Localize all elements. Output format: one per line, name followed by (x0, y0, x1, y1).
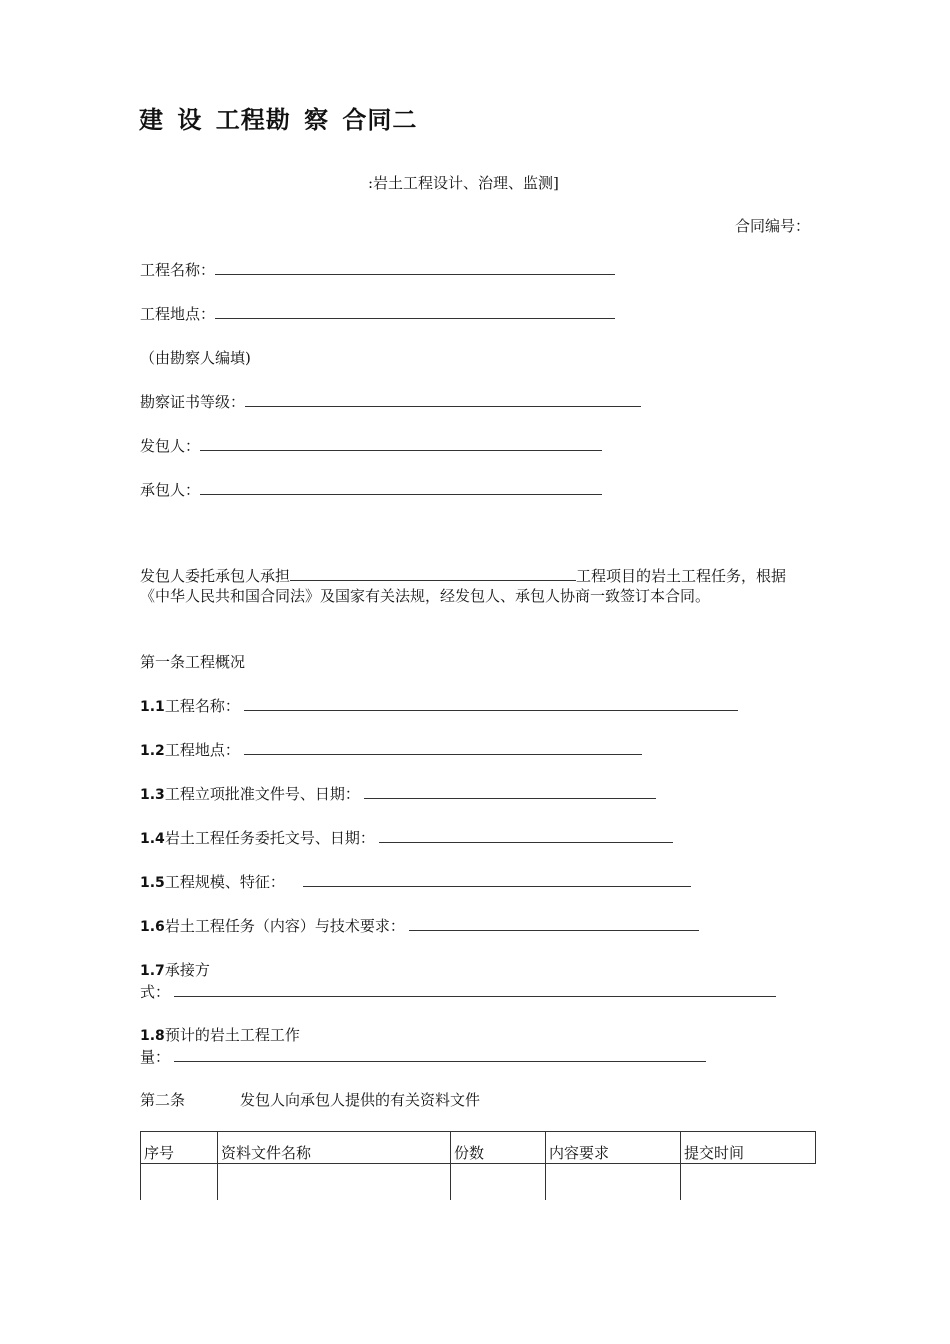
item-number: 1.3 (140, 787, 165, 803)
article1-heading: 第一条工程概况 (140, 653, 246, 671)
fill-blank[interactable] (379, 828, 673, 843)
intro-paragraph (140, 566, 800, 606)
fill-blank[interactable] (215, 304, 615, 319)
table-header-cell: 内容要求 (546, 1132, 681, 1164)
table-cell[interactable] (681, 1164, 816, 1201)
item-number: 1.8 (140, 1028, 165, 1044)
cover-field-project-name (140, 259, 615, 280)
fill-blank[interactable] (215, 260, 615, 275)
article-item-1-8 (140, 1024, 300, 1045)
documents-table (140, 1131, 816, 1200)
table-header-cell: 提交时间 (681, 1132, 816, 1164)
item-label-cont: 量： (140, 1048, 171, 1066)
fill-blank[interactable] (244, 696, 738, 711)
cover-field-note (140, 347, 251, 368)
fill-blank[interactable] (174, 1047, 706, 1062)
article-item-1-7 (140, 959, 210, 980)
cover-field-employer (140, 435, 602, 456)
cover-field-project-location (140, 303, 615, 324)
table-header-cell: 资料文件名称 (218, 1132, 451, 1164)
item-label: 承接方 (164, 961, 210, 979)
table-header-cell: 份数 (451, 1132, 546, 1164)
cover-field-contractor (140, 479, 602, 500)
article-item-1-4 (140, 827, 673, 848)
table-cell[interactable] (451, 1164, 546, 1201)
fill-blank[interactable] (290, 566, 576, 581)
table-cell[interactable] (141, 1164, 218, 1201)
item-number: 1.4 (140, 831, 165, 847)
article-item-1-8-cont (140, 1046, 706, 1067)
cover-field-certificate-grade (140, 391, 641, 412)
table-row (141, 1164, 816, 1201)
field-label: 勘察证书等级： (140, 393, 246, 411)
table-header-row (141, 1132, 816, 1164)
field-label: 工程地点： (140, 305, 216, 323)
article2-heading (140, 1089, 480, 1110)
article-item-1-3 (140, 783, 656, 804)
field-label: 承包人： (140, 481, 201, 499)
item-label: 工程立项批准文件号、日期： (164, 785, 360, 803)
fill-blank[interactable] (364, 784, 656, 799)
item-label: 预计的岩土工程工作 (164, 1026, 300, 1044)
article-item-1-1 (140, 695, 738, 716)
document-subtitle: :岩土工程设计、治理、监测] (368, 174, 559, 192)
article-item-1-7-cont (140, 981, 776, 1002)
item-label: 工程名称： (164, 697, 240, 715)
item-label: 岩土工程任务（内容）与技术要求： (164, 917, 405, 935)
item-number: 1.2 (140, 743, 165, 759)
article-item-1-2 (140, 739, 642, 760)
item-label: 岩土工程任务委托文号、日期： (164, 829, 375, 847)
item-label-cont: 式： (140, 983, 171, 1001)
fill-blank[interactable] (244, 740, 642, 755)
field-label: 工程名称： (140, 261, 216, 279)
intro-text-1: 发包人委托承包人承担 (140, 567, 291, 585)
article-item-1-5 (140, 871, 691, 892)
fill-blank[interactable] (174, 982, 776, 997)
table-cell[interactable] (218, 1164, 451, 1201)
item-number: 1.6 (140, 919, 165, 935)
item-label: 工程地点： (164, 741, 240, 759)
fill-blank[interactable] (200, 436, 602, 451)
item-label: 工程规模、特征： (164, 873, 285, 891)
fill-blank[interactable] (303, 872, 691, 887)
article2-title: 发包人向承包人提供的有关资料文件 (240, 1091, 481, 1109)
field-label: （由勘察人编填) (140, 349, 251, 367)
contract-number-label: 合同编号： (734, 217, 810, 235)
table-cell[interactable] (546, 1164, 681, 1201)
fill-blank[interactable] (200, 480, 602, 495)
article2-number: 第二条 (140, 1091, 186, 1109)
item-number: 1.5 (140, 875, 165, 891)
intro-text-2: 工程项目的岩土工程任务，根据《中华人民共和国合同法》及国家有关法规，经发包人、承包人协商一致签订本合同。 (140, 567, 787, 605)
item-number: 1.1 (140, 699, 165, 715)
fill-blank[interactable] (245, 392, 641, 407)
field-label: 发包人： (140, 437, 201, 455)
table-header-cell: 序号 (141, 1132, 218, 1164)
fill-blank[interactable] (409, 916, 699, 931)
article-item-1-6 (140, 915, 699, 936)
item-number: 1.7 (140, 963, 165, 979)
document-title: 建 设 工程勘 察 合同二 (139, 105, 418, 134)
